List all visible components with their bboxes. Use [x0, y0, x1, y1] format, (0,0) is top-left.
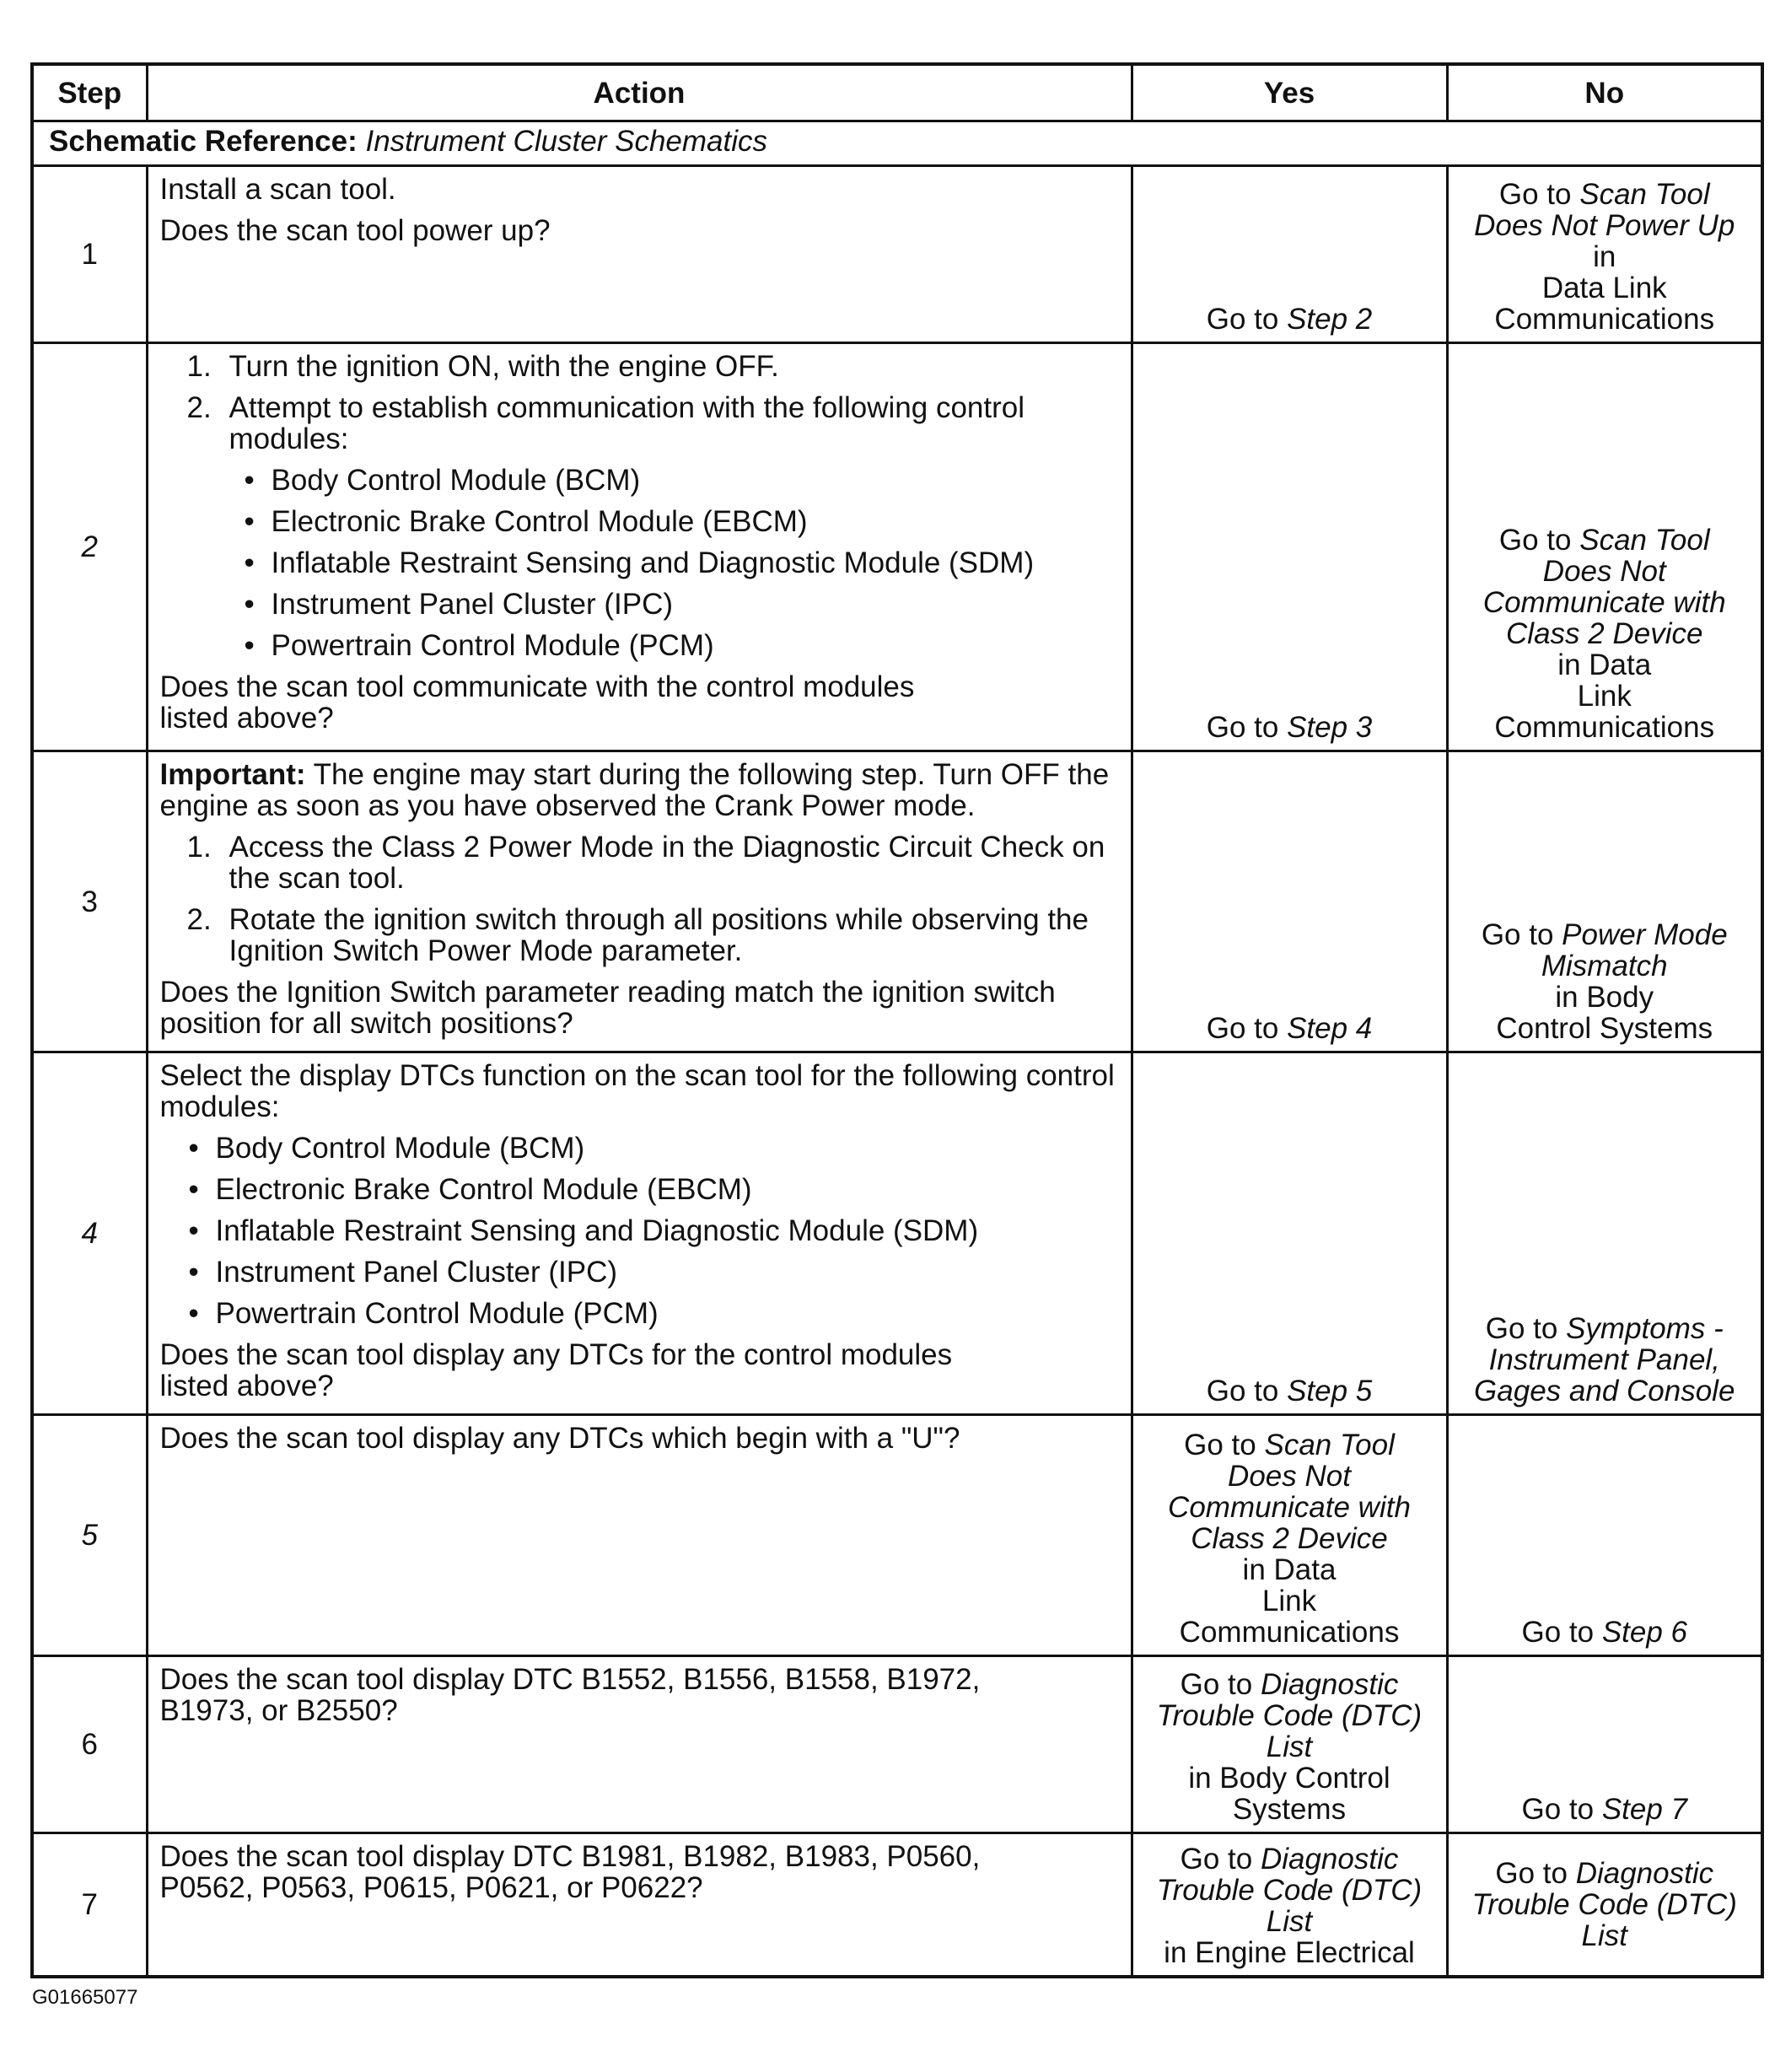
list-item: • Powertrain Control Module (PCM)	[160, 1298, 1119, 1329]
table-row	[32, 751, 1762, 1052]
no-location: Communications	[1494, 303, 1715, 336]
action-cell	[147, 1415, 1132, 1656]
yes-text: Go to	[1180, 1668, 1253, 1701]
yes-link[interactable]: Step 3	[1287, 711, 1373, 744]
table-row	[32, 1415, 1762, 1656]
no-location: in Body	[1555, 981, 1654, 1014]
yes-link[interactable]: Diagnostic	[1260, 1842, 1399, 1876]
action-step: 1. Access the Class 2 Power Mode in the Diagnostic Circuit Check on the scan tool.	[186, 831, 1105, 895]
list-item: • Body Control Module (BCM)	[160, 1133, 1119, 1164]
no-link[interactable]: Communicate with	[1482, 586, 1726, 619]
yes-cell	[1132, 1833, 1447, 1977]
yes-location: in Engine Electrical	[1164, 1935, 1415, 1969]
list-item: • Instrument Panel Cluster (IPC)	[160, 1257, 1119, 1288]
action-question: Does the Ignition Switch parameter reading match the ignition switch position for all switch positions?	[159, 976, 1056, 1040]
list-item: • Electronic Brake Control Module (EBCM)	[160, 1174, 1119, 1205]
yes-location: in Body Control	[1188, 1762, 1390, 1795]
table-row	[32, 1833, 1762, 1977]
action-cell	[147, 1052, 1132, 1415]
no-link[interactable]: Instrument Panel,	[1488, 1343, 1720, 1376]
yes-link[interactable]: Step 5	[1287, 1375, 1373, 1407]
no-link[interactable]: Does Not Power Up	[1474, 209, 1735, 242]
step-number: 7	[32, 1833, 147, 1977]
no-link[interactable]: Does Not	[1542, 555, 1666, 588]
no-link[interactable]: Trouble Code (DTC)	[1471, 1887, 1737, 1921]
action-step: 1. Turn the ignition ON, with the engine OFF.	[186, 350, 779, 383]
action-step-text: Access the Class 2 Power Mode in the Diagnostic Circuit Check on the scan tool.	[229, 831, 1105, 895]
no-cell	[1447, 1415, 1762, 1656]
no-cell	[1447, 166, 1762, 343]
no-text: Go to	[1498, 524, 1572, 557]
action-question: Does the scan tool display any DTCs for the control modules listed above?	[159, 1338, 953, 1402]
module-list	[160, 1133, 1119, 1329]
action-text: Select the display DTCs function on the scan tool for the following control modules:	[159, 1059, 1115, 1123]
no-link[interactable]: Step 7	[1601, 1793, 1688, 1826]
list-item: • Inflatable Restraint Sensing and Diagnostic Module (SDM)	[160, 1215, 1119, 1246]
yes-text: Go to	[1206, 1375, 1279, 1407]
list-item: • Instrument Panel Cluster (IPC)	[160, 589, 1119, 620]
step-number: 3	[32, 751, 147, 1052]
step-number-text: 5	[81, 1519, 98, 1552]
no-link[interactable]: Diagnostic	[1575, 1856, 1714, 1890]
action-steps	[160, 351, 1119, 455]
header-action: Action	[147, 64, 1132, 121]
yes-text: Go to	[1206, 711, 1279, 744]
action-step-text: Rotate the ignition switch through all positions while observing the Ignition Switch Power Mode parameter.	[229, 903, 1089, 967]
no-link[interactable]: Step 6	[1601, 1616, 1688, 1649]
no-location: in	[1593, 240, 1616, 273]
important-text: The engine may start during the following step. Turn OFF the engine as soon as you have observed the Crank Power mode.	[159, 758, 1110, 822]
no-text: Go to	[1498, 178, 1572, 211]
header-row	[32, 64, 1762, 121]
no-link[interactable]: Scan Tool	[1579, 524, 1710, 557]
yes-location: Systems	[1232, 1793, 1347, 1826]
no-location: Data Link	[1541, 272, 1667, 304]
yes-cell	[1132, 751, 1447, 1052]
list-item: • Electronic Brake Control Module (EBCM)	[160, 506, 1119, 537]
yes-link[interactable]: Trouble Code (DTC)	[1156, 1699, 1423, 1732]
yes-link[interactable]: Scan Tool	[1264, 1429, 1395, 1461]
no-link[interactable]: Symptoms -	[1566, 1312, 1724, 1345]
no-cell	[1447, 343, 1762, 751]
no-location: Communications	[1494, 711, 1715, 744]
action-step: 2. Attempt to establish communication with the following control modules:	[186, 391, 1025, 455]
list-item: • Inflatable Restraint Sensing and Diagnostic Module (SDM)	[160, 547, 1119, 579]
no-cell	[1447, 1656, 1762, 1833]
figure-id: G01665077	[32, 1986, 138, 2009]
schematic-reference-link[interactable]: Instrument Cluster Schematics	[365, 125, 768, 158]
action-cell	[147, 343, 1132, 751]
yes-link[interactable]: Diagnostic	[1260, 1668, 1399, 1701]
no-location: Control Systems	[1496, 1012, 1713, 1045]
no-link[interactable]: List	[1581, 1919, 1627, 1952]
no-text: Go to	[1521, 1793, 1595, 1826]
step-number-text: 4	[81, 1217, 98, 1250]
yes-text: Go to	[1184, 1429, 1256, 1461]
table-row	[32, 1052, 1762, 1415]
step-number	[32, 343, 147, 751]
yes-link[interactable]: Trouble Code (DTC)	[1156, 1873, 1423, 1907]
no-text: Go to	[1495, 1856, 1568, 1890]
yes-link[interactable]: Does Not	[1228, 1460, 1351, 1493]
list-item: • Powertrain Control Module (PCM)	[160, 630, 1119, 661]
action-text: Install a scan tool.	[159, 173, 396, 206]
table-row	[32, 166, 1762, 343]
yes-cell	[1132, 1415, 1447, 1656]
yes-link[interactable]: Step 4	[1287, 1012, 1373, 1045]
no-link[interactable]: Class 2 Device	[1506, 617, 1703, 650]
yes-location: Link	[1261, 1585, 1317, 1617]
action-cell	[147, 751, 1132, 1052]
diagnostic-table	[30, 62, 1764, 1978]
yes-cell	[1132, 1656, 1447, 1833]
schematic-reference-label: Schematic Reference:	[49, 125, 358, 158]
table-row	[32, 343, 1762, 751]
yes-link[interactable]: Class 2 Device	[1191, 1522, 1388, 1555]
no-link[interactable]: Scan Tool	[1579, 178, 1710, 211]
table-row	[32, 1656, 1762, 1833]
yes-location: in Data	[1242, 1553, 1337, 1586]
header-step: Step	[32, 64, 147, 121]
yes-text: Go to	[1180, 1842, 1253, 1876]
list-item: • Body Control Module (BCM)	[160, 465, 1119, 496]
yes-text: Go to	[1206, 303, 1279, 336]
yes-text: Go to	[1206, 1012, 1279, 1045]
schematic-reference-row	[32, 121, 1762, 166]
action-step: 2. Rotate the ignition switch through all positions while observing the Ignition Switch Power Mode parameter.	[186, 903, 1089, 967]
header-yes: Yes	[1132, 64, 1447, 121]
action-cell	[147, 166, 1132, 343]
yes-cell	[1132, 1052, 1447, 1415]
action-question: Does the scan tool communicate with the control modules listed above?	[159, 670, 915, 735]
yes-location: Communications	[1179, 1616, 1400, 1649]
action-cell	[147, 1656, 1132, 1833]
no-link[interactable]: Power Mode	[1562, 918, 1728, 951]
module-list	[160, 465, 1119, 661]
no-link[interactable]: Mismatch	[1541, 950, 1668, 982]
yes-link[interactable]: Communicate with	[1168, 1491, 1411, 1524]
yes-cell	[1132, 343, 1447, 751]
header-no: No	[1447, 64, 1762, 121]
no-cell	[1447, 1833, 1762, 1977]
yes-link[interactable]: List	[1266, 1904, 1313, 1938]
no-location: Link	[1577, 680, 1632, 713]
schematic-reference	[32, 121, 1762, 166]
action-question: Does the scan tool display DTC B1552, B1556, B1558, B1972, B1973, or B2550?	[159, 1663, 981, 1727]
action-step-text: Attempt to establish communication with the following control modules:	[229, 391, 1025, 455]
no-cell	[1447, 751, 1762, 1052]
no-text: Go to	[1485, 1312, 1558, 1345]
step-number	[32, 1415, 147, 1656]
action-question: Does the scan tool display DTC B1981, B1982, B1983, P0560, P0562, P0563, P0615, P0621, or P0622?	[159, 1840, 981, 1904]
yes-link[interactable]: Step 2	[1287, 303, 1373, 336]
important-label: Important:	[159, 758, 306, 791]
yes-link[interactable]: List	[1266, 1730, 1313, 1763]
important-note	[160, 759, 1119, 821]
no-text: Go to	[1521, 1616, 1595, 1649]
action-cell	[147, 1833, 1132, 1977]
yes-cell	[1132, 166, 1447, 343]
step-number: 1	[32, 166, 147, 343]
action-question: Does the scan tool display any DTCs which begin with a "U"?	[159, 1422, 960, 1455]
step-number-text: 2	[81, 530, 98, 563]
step-number: 6	[32, 1656, 147, 1833]
no-link[interactable]: Gages and Console	[1474, 1375, 1735, 1407]
no-text: Go to	[1481, 918, 1554, 951]
no-location: in Data	[1557, 649, 1652, 681]
action-step-text: Turn the ignition ON, with the engine OFF.	[229, 350, 779, 383]
step-number	[32, 1052, 147, 1415]
action-question: Does the scan tool power up?	[159, 214, 551, 247]
no-cell	[1447, 1052, 1762, 1415]
action-steps	[160, 831, 1119, 966]
